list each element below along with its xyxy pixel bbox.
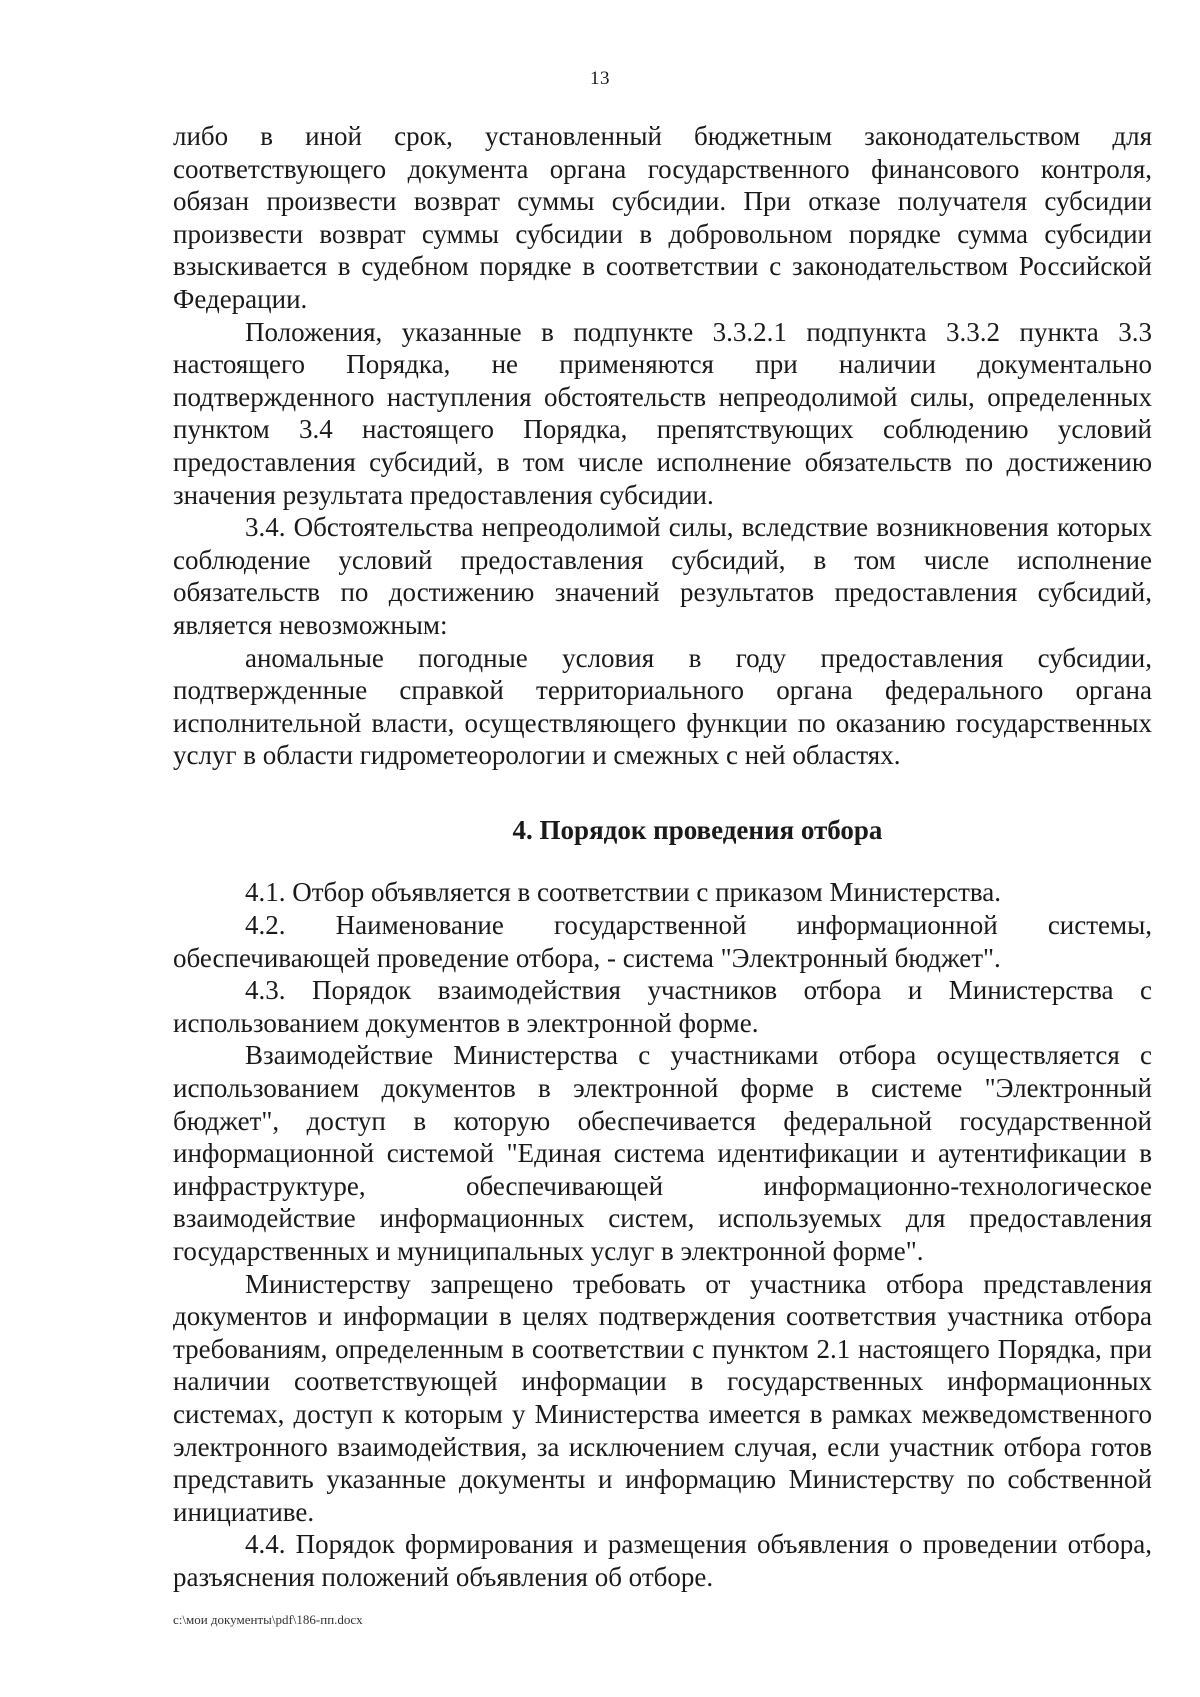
paragraph: аномальные погодные условия в году предоставления субсидии, подтвержденные справкой территориального органа федерального органа исполнительной власти, осуществляющего функции по оказанию государственных услуг в области гидрометеорологии и смежных с ней областях.	[173, 642, 1152, 771]
paragraph: 4.4. Порядок формирования и размещения объявления о проведении отбора, разъяснения положений объявления об отборе.	[173, 1529, 1152, 1592]
paragraph: Министерству запрещено требовать от участника отбора представления документов и информации в целях подтверждения соответствия участника отбора требованиям, определенным в соответствии с пунктом 2.1 настоящего Порядка, при наличии соответствующей информации в государственных информационных системах, доступ к которым у Министерства имеется в рамках межведомственного электронного взаимодействия, за исключением случая, если участник отбора готов представить указанные документы и информацию Министерству по собственной инициативе.	[173, 1268, 1152, 1527]
page-number: 13	[590, 68, 610, 89]
paragraph: Взаимодействие Министерства с участниками отбора осуществляется с использованием документов в электронной форме в системе "Электронный бюджет", доступ в которую обеспечивается федеральной государственной информационной системой "Единая система идентификации и аутентификации в инфраструктуре, обеспечивающей информационно-технологическое взаимодействие информационных систем, используемых для предоставления государственных и муниципальных услуг в электронной форме".	[173, 1040, 1152, 1266]
paragraph: Положения, указанные в подпункте 3.3.2.1 подпункта 3.3.2 пункта 3.3 настоящего Порядка, не применяются при наличии документально подтвержденного наступления обстоятельств непреодолимой силы, определенных пунктом 3.4 настоящего Порядка, препятствующих соблюдению условий предоставления субсидий, в том числе исполнение обязательств по достижению значения результата предоставления субсидии.	[173, 316, 1152, 510]
section-heading: 4. Порядок проведения отбора	[512, 814, 883, 845]
footer-file-path: c:\мои документы\pdf\186-пп.docx	[173, 1612, 363, 1627]
paragraph: 4.2. Наименование государственной информационной системы, обеспечивающей проведение отбора, - система "Электронный бюджет".	[173, 910, 1152, 973]
document-body	[173, 120, 1152, 1594]
paragraph: либо в иной срок, установленный бюджетным законодательством для соответствующего документа органа государственного финансового контроля, обязан произвести возврат суммы субсидии. При отказе получателя субсидии произвести возврат суммы субсидии в добровольном порядке сумма субсидии взыскивается в судебном порядке в соответствии с законодательством Российской Федерации.	[173, 121, 1152, 314]
paragraph: 4.1. Отбор объявляется в соответствии с приказом Министерства.	[245, 877, 1002, 908]
paragraph: 3.4. Обстоятельства непреодолимой силы, вследствие возникновения которых соблюдение условий предоставления субсидий, в том числе исполнение обязательств по достижению значений результатов предоставления субсидий, является невозможным:	[173, 512, 1152, 640]
paragraph: 4.3. Порядок взаимодействия участников отбора и Министерства с использованием документов в электронной форме.	[173, 975, 1152, 1038]
